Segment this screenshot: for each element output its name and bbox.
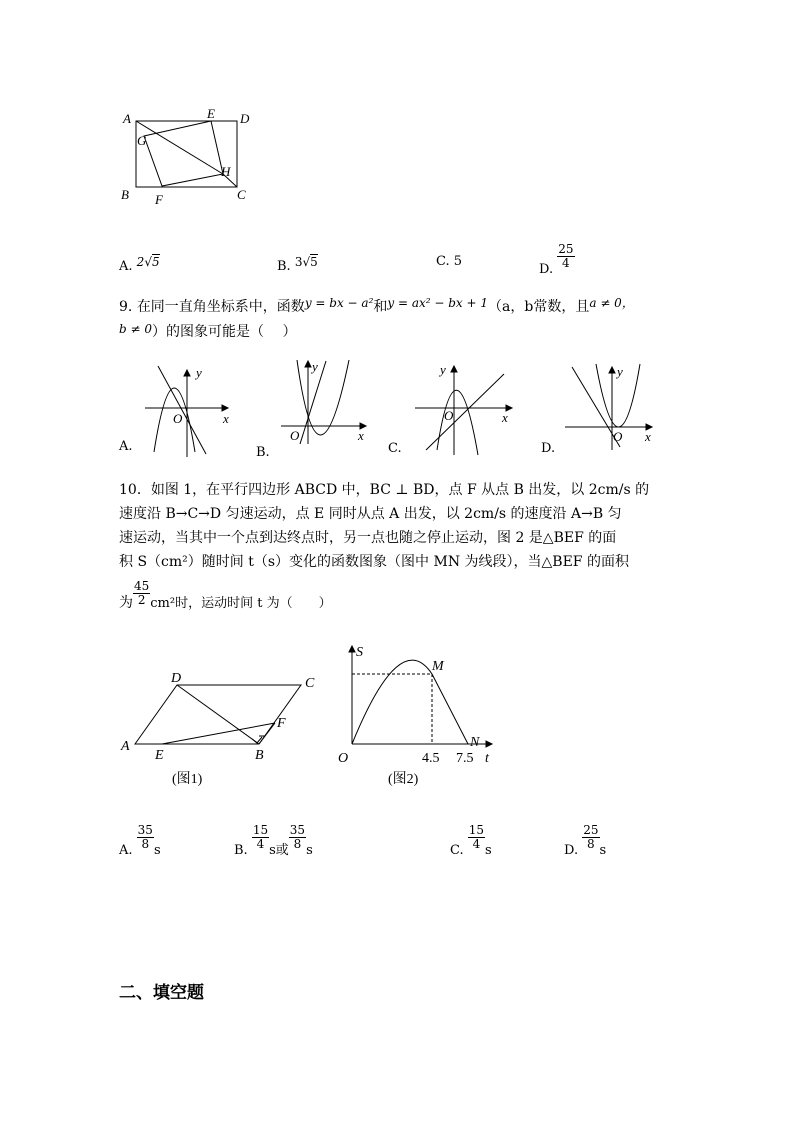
label-e: E <box>207 106 215 121</box>
x-label: x <box>502 410 508 425</box>
y-label: y <box>312 359 318 374</box>
q10-option-b[interactable]: B. $\frac{15}{4}$ s或 $\frac{35}{8}$ s <box>234 823 313 858</box>
q9-line1: 9. 在同一直角坐标系中，函数y = bx − a²和y = ax² − bx + 1（a，b常数，且a ≠ 0， <box>119 296 634 315</box>
q10-option-a[interactable]: A. $\frac{35}{8}$ s <box>119 823 161 858</box>
q10-line2: 速度沿 B→C→D 匀速运动，点 E 同时从点 A 出发，以 2cm/s 的速度沿 A→B 匀 <box>119 506 622 522</box>
quadrilateral-gefh <box>144 121 223 186</box>
q9-line2: b ≠ 0）的图象可能是（ ） <box>119 322 297 340</box>
caption-figure-2: (图2) <box>388 772 419 787</box>
segment-ef <box>162 723 275 744</box>
q9-option-b[interactable]: B. <box>256 445 270 460</box>
q10-line4: 积 S（cm²）随时间 t（s）变化的函数图象（图中 MN 为线段），当△BEF 的面积 <box>119 554 629 570</box>
label-t: t <box>485 751 489 766</box>
q10-line3: 速运动，当其中一个点到达终点时，另一点也随之停止运动，图 2 是△BEF 的面 <box>119 530 617 546</box>
arrow-icon <box>609 367 615 373</box>
caption-figure-1: (图1) <box>172 772 203 787</box>
tick-label-1: 4.5 <box>422 751 440 766</box>
q9-option-d[interactable]: D. <box>541 441 556 456</box>
q10-figure-1 <box>115 665 325 790</box>
label-n: N <box>470 735 480 750</box>
coef: 2 <box>136 255 145 269</box>
fraction: $\frac{15}{4}$ <box>252 823 269 851</box>
q8-option-a[interactable]: A. 2√5 <box>119 255 160 274</box>
label-d: D <box>171 671 182 686</box>
q10-option-c[interactable]: C. $\frac{15}{4}$ s <box>450 823 492 858</box>
origin-label: O <box>173 411 183 426</box>
q9-option-a[interactable]: A. <box>119 439 133 454</box>
q8-option-c[interactable]: C. 5 <box>436 254 463 269</box>
arrow-icon <box>451 366 457 372</box>
arrow-icon <box>486 741 492 747</box>
label-d: D <box>240 111 250 126</box>
sqrt-icon: √ <box>302 255 311 269</box>
origin-label: O <box>444 408 454 423</box>
label-f: F <box>277 716 286 731</box>
label-a: A <box>121 739 130 754</box>
x-label: x <box>223 411 229 426</box>
q9-option-c[interactable]: C. <box>388 441 402 456</box>
label-m: M <box>432 659 444 674</box>
diagonal-ah <box>136 121 223 174</box>
arrow-icon <box>305 361 311 367</box>
arrow-icon <box>184 370 190 376</box>
label-b: B <box>255 748 264 763</box>
fraction: $\frac{35}{8}$ <box>289 823 306 851</box>
label-s: S <box>356 645 363 660</box>
q9-graph-d <box>560 362 660 452</box>
label-e: E <box>155 748 164 763</box>
x-label: x <box>645 429 651 444</box>
y-label: y <box>196 365 202 380</box>
segment-bf <box>259 723 275 744</box>
section-title: 二、填空题 <box>119 983 204 1003</box>
label-f: F <box>155 192 163 207</box>
q10-line5: 为 $\frac{45}{2}$ cm²时，运动时间 t 为（ ） <box>119 579 332 611</box>
q10-option-d[interactable]: D. $\frac{25}{8}$ s <box>564 823 607 858</box>
arrow-icon <box>349 646 355 652</box>
parabola-curve <box>352 660 432 744</box>
q9-graph-c <box>410 360 520 460</box>
q10-line1: 10．如图 1，在平行四边形 ABCD 中，BC ⊥ BD，点 F 从点 B 出发，以 2cm/s 的 <box>119 482 650 498</box>
label-c: C <box>305 676 315 691</box>
fraction: $\frac{45}{2}$ <box>134 579 150 607</box>
fraction: $\frac{35}{8}$ <box>137 823 153 851</box>
diagonal-bd <box>177 685 259 744</box>
label-o: O <box>338 751 349 766</box>
label-c: C <box>237 187 246 202</box>
q8-option-b[interactable]: B. 3√5 <box>277 255 318 274</box>
origin-label: O <box>290 428 300 443</box>
fraction: $\frac{25}{4}$ <box>558 242 574 270</box>
segment-mn <box>432 674 468 744</box>
y-label: y <box>440 362 446 377</box>
coef: 3 <box>294 255 303 269</box>
tick-label-2: 7.5 <box>456 751 474 766</box>
fraction: $\frac{25}{8}$ <box>583 823 599 851</box>
fraction: $\frac{15}{4}$ <box>468 823 485 851</box>
label-h: H <box>221 164 231 179</box>
q9-graph-b <box>278 358 373 448</box>
y-label: y <box>617 364 623 379</box>
q8-option-d[interactable]: D. $\frac{25}{4}$ <box>539 242 574 277</box>
sqrt-icon: √ <box>144 255 152 269</box>
x-label: x <box>358 428 364 443</box>
q8-figure <box>110 100 270 210</box>
label-b: B <box>121 187 129 202</box>
origin-label: O <box>613 429 623 444</box>
line <box>426 374 504 450</box>
label-g: G <box>137 133 147 148</box>
q10-figure-2 <box>330 638 500 788</box>
q9-graph-a <box>140 362 240 462</box>
label-a: A <box>123 111 131 126</box>
